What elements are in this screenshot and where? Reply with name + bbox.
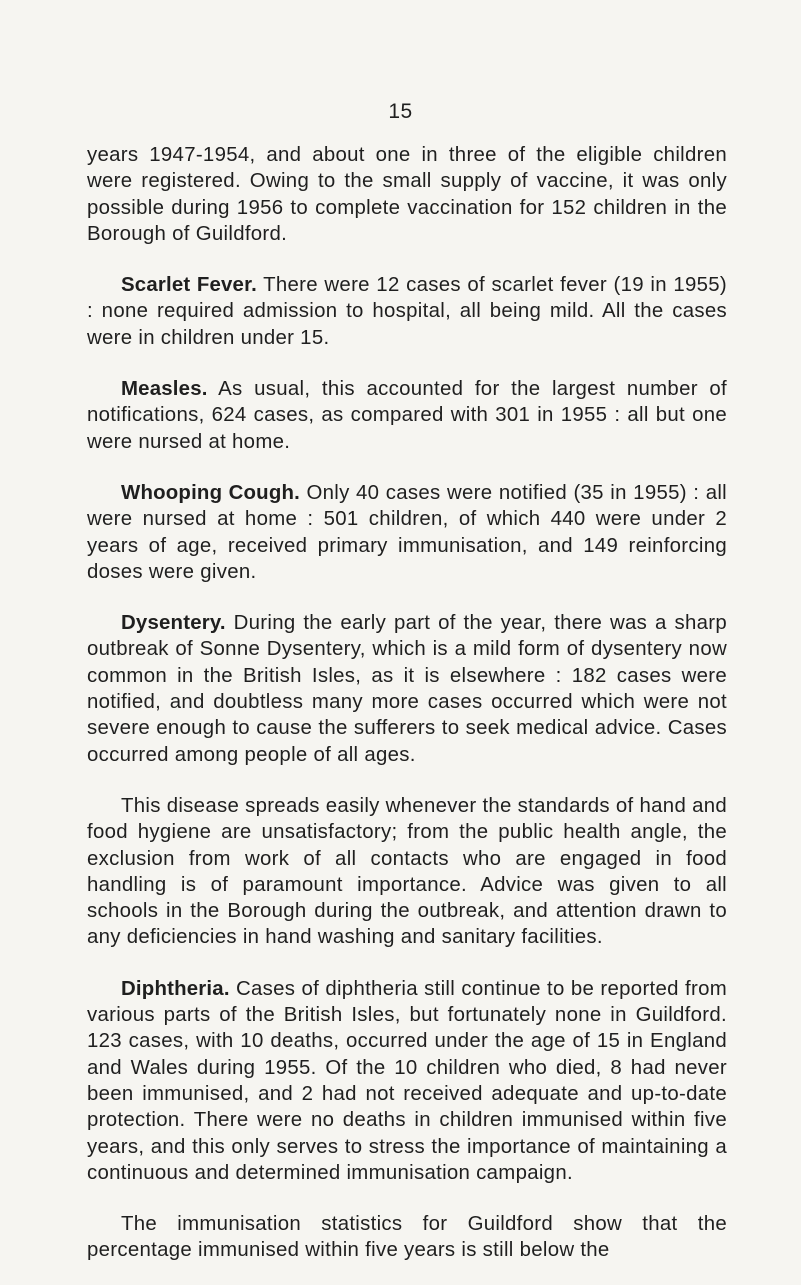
paragraph-text: This disease spreads easily whenever the standards of hand and food hygiene are unsatisfactory; from the public health angle, the exclusion from work of all contacts who are engaged in food handling is of paramount importance. Advice was given to all schools in the Borough during the outbreak, and attention drawn to any deficiencies in hand washing and sanitary facilities.: [87, 794, 727, 949]
paragraph-text: Cases of diphtheria still continue to be reported from various parts of the British Isles, but fortunately none in Guildford. 123 cases, with 10 deaths, occurred under the age of 15 in England and Wales during 1955. Of the 10 children who died, 8 had never been immunised, and 2 had not received adequate and up-to-date protection. There were no deaths in children immunised within five years, and this only serves to stress the importance of maintaining a continuous and determined immunisation campaign.: [87, 977, 727, 1184]
section-heading-dysentery: Dysentery.: [121, 612, 226, 635]
paragraph-dysentery-hygiene: [87, 793, 727, 951]
paragraph-scarlet-fever: [87, 272, 727, 351]
paragraph-dysentery: [87, 610, 727, 768]
paragraph-text: During the early part of the year, there was a sharp outbreak of Sonne Dysentery, which is a mild form of dysentery now common in the British Isles, as it is elsewhere : 182 cases were notified, and doubtless many more cases occurred which were not severe enough to cause the sufferers to seek medical advice. Cases occurred among people of all ages.: [87, 612, 727, 766]
paragraph-measles: [87, 376, 727, 455]
paragraph-text: years 1947-1954, and about one in three of the eligible children were registered. Owing to the small supply of vaccine, it was only possible during 1956 to complete vaccination for 152 children in the Borough of Guildford.: [87, 144, 727, 245]
paragraph-text: The immunisation statistics for Guildford show that the percentage immunised within five years is still below the: [87, 1213, 727, 1262]
paragraph-whooping-cough: [87, 480, 727, 585]
section-heading-measles: Measles.: [121, 378, 208, 401]
paragraph-diphtheria: [87, 976, 727, 1186]
page-number: 15: [388, 100, 413, 123]
section-heading-scarlet-fever: Scarlet Fever.: [121, 274, 257, 297]
paragraph-text: Only 40 cases were notified (35 in 1955) : all were nursed at home : 501 children, of which 440 were under 2 years of age, received primary immunisation, and 149 reinforcing doses were given.: [87, 481, 727, 583]
paragraph-vaccination: [87, 142, 727, 247]
paragraph-immunisation-statistics: [87, 1211, 727, 1264]
section-heading-diphtheria: Diphtheria.: [121, 977, 230, 1000]
paragraph-text: There were 12 cases of scarlet fever (19 in 1955) : none required admission to hospital, all being mild. All the cases were in children under 15.: [87, 274, 727, 349]
body-text: [87, 142, 727, 1264]
paragraph-text: As usual, this accounted for the largest number of notifications, 624 cases, as compared with 301 in 1955 : all but one were nursed at home.: [87, 378, 728, 453]
section-heading-whooping-cough: Whooping Cough.: [121, 481, 301, 504]
